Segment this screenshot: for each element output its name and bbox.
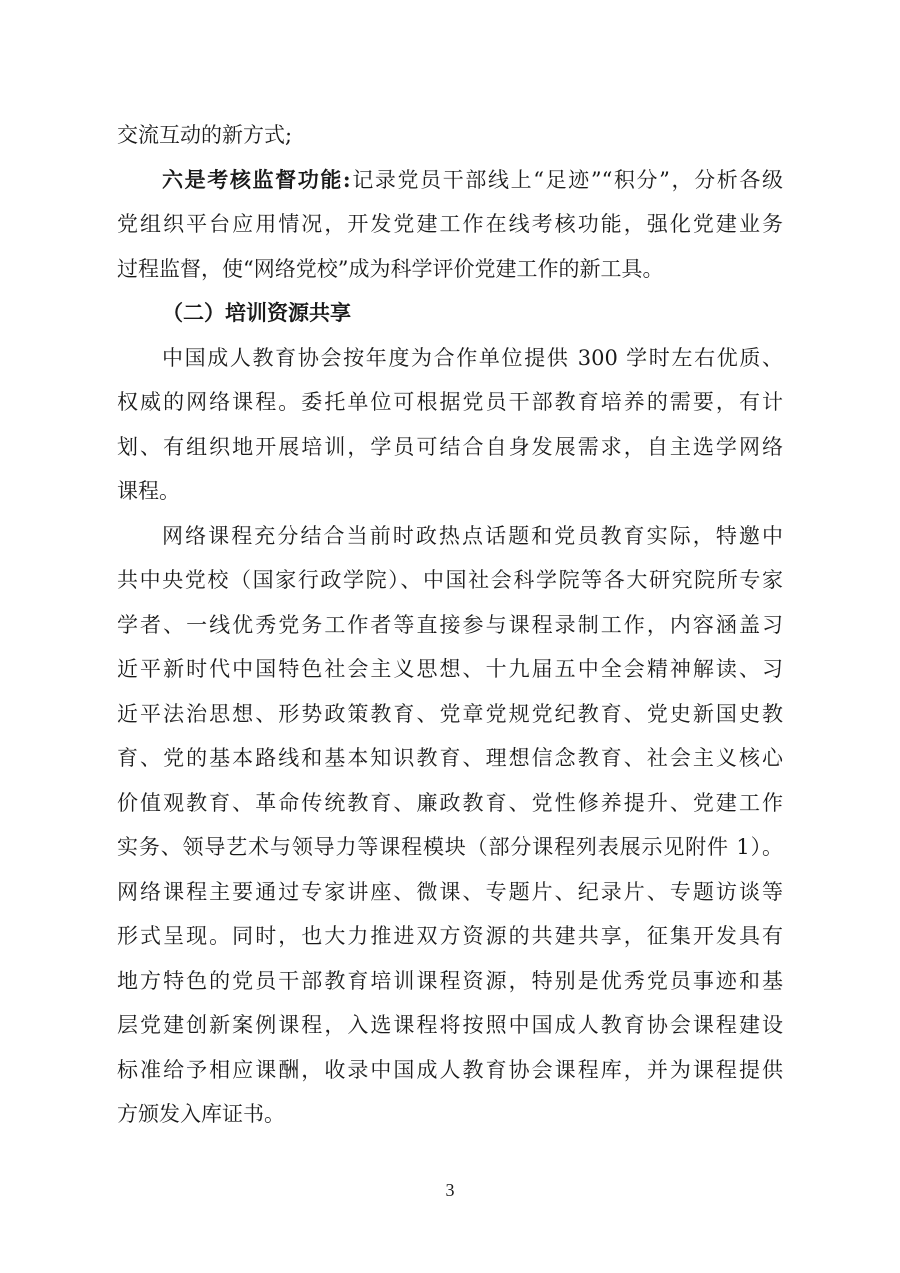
text-line: 交流互动的新方式;: [117, 123, 293, 147]
text-line: 价值观教育、革命传统教育、廉政教育、党性修养提升、党建工作: [117, 791, 783, 815]
text-line: 方颁发入库证书。: [117, 1102, 285, 1126]
text-line: 标准给予相应课酬，收录中国成人教育协会课程库，并为课程提供: [117, 1058, 783, 1082]
text-line: 网络课程主要通过专家讲座、微课、专题片、纪录片、专题访谈等: [117, 880, 783, 904]
text-line: 过程监督，使“网络党校”成为科学评价党建工作的新工具。: [117, 257, 664, 281]
text-line: 实务、领导艺术与领导力等课程模块（部分课程列表展示见附件 1）。: [117, 835, 783, 859]
text-line: 共中央党校（国家行政学院）、中国社会科学院等各大研究院所专家: [117, 568, 783, 592]
text-line: 记录党员干部线上“足迹”“积分”，分析各级: [350, 168, 783, 192]
text-line: 网络课程充分结合当前时政热点话题和党员教育实际，特邀中: [162, 524, 783, 548]
section-heading: （二）培训资源共享: [162, 300, 351, 325]
text-line: 权威的网络课程。委托单位可根据党员干部教育培养的需要，有计: [117, 390, 783, 414]
lead-in-label: 六是考核监督功能:: [162, 167, 351, 192]
text-line: 育、党的基本路线和基本知识教育、理想信念教育、社会主义核心: [117, 746, 783, 770]
text-line: 中国成人教育协会按年度为合作单位提供 300 学时左右优质、: [162, 346, 783, 370]
text-line: 层党建创新案例课程，入选课程将按照中国成人教育协会课程建设: [117, 1013, 783, 1037]
text-line: 党组织平台应用情况，开发党建工作在线考核功能，强化党建业务: [117, 212, 783, 236]
paragraph-lead-line: [162, 166, 783, 194]
text-line: 划、有组织地开展培训，学员可结合自身发展需求，自主选学网络: [117, 435, 783, 459]
text-line: 地方特色的党员干部教育培训课程资源，特别是优秀党员事迹和基: [117, 969, 783, 993]
text-line: 学者、一线优秀党务工作者等直接参与课程录制工作，内容涵盖习: [117, 613, 783, 637]
page-number: 3: [445, 1180, 455, 1200]
text-line: 形式呈现。同时，也大力推进双方资源的共建共享，征集开发具有: [117, 924, 783, 948]
text-line: 近平法治思想、形势政策教育、党章党规党纪教育、党史新国史教: [117, 702, 783, 726]
text-line: 课程。: [117, 479, 180, 503]
text-line: 近平新时代中国特色社会主义思想、十九届五中全会精神解读、习: [117, 657, 783, 681]
